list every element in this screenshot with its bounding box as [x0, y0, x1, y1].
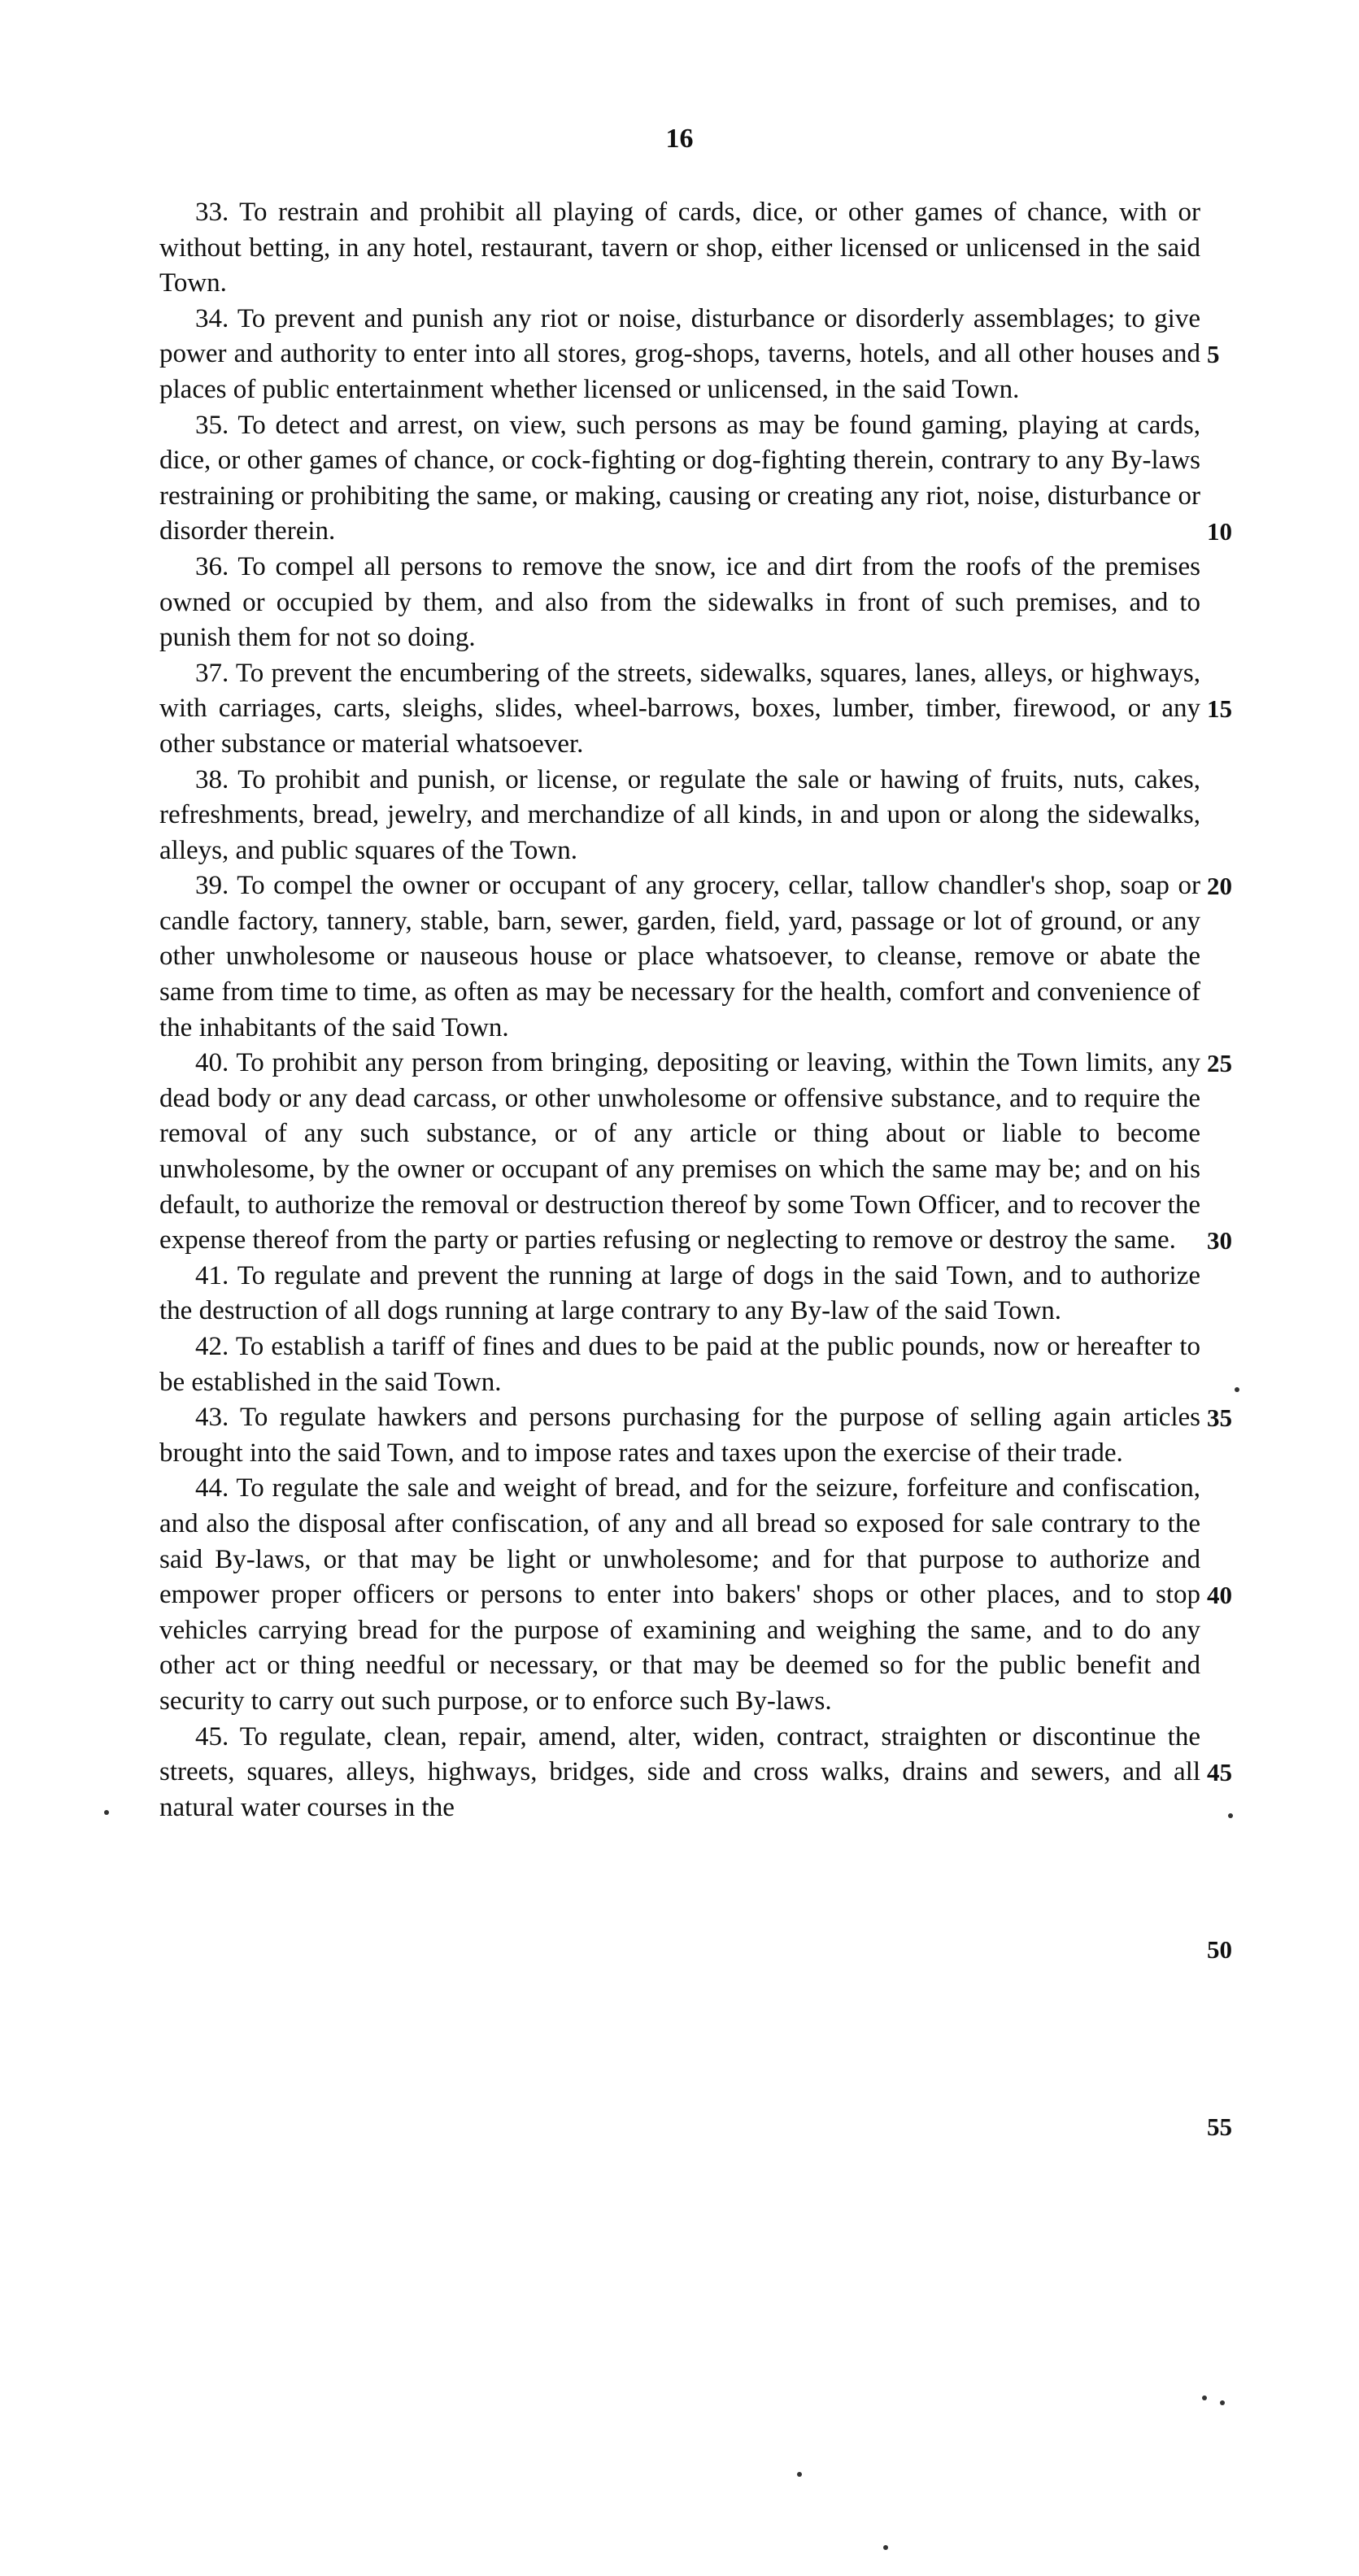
clause-35: 35. To detect and arrest, on view, such persons as may be found gaming, playing at cards, dice, or other games of chance, or cock-fighting or dog-fighting therein, contrary to any By-laws restraining or prohibiting the same, or making, causing or creating any riot, noise, disturbance or disorder therein.	[159, 410, 1200, 546]
scan-speck	[883, 2545, 888, 2550]
clause-38: 38. To prohibit and punish, or license, or regulate the sale or hawing of fruits, nuts, cakes, refreshments, bread, jewelry, and merchandize of all kinds, in and upon or along the sidewalks, alleys, and public squares of the Town.	[159, 764, 1200, 865]
clause-37: 37. To prevent the encumbering of the streets, sidewalks, squares, lanes, alleys, or highways, with carriages, carts, sleighs, slides, wheel-barrows, boxes, lumber, timber, firewood, or any other substance or material whatsoever.	[159, 658, 1200, 759]
clause-43: 43. To regulate hawkers and persons purchasing for the purpose of selling again articles brought into the said Town, and to impose rates and taxes upon the exercise of their trade.	[159, 1403, 1200, 1468]
line-number-25: 25	[1207, 1049, 1232, 1077]
line-number-15: 15	[1207, 694, 1232, 723]
line-number-40: 40	[1207, 1581, 1232, 1609]
scan-speck	[1220, 2400, 1225, 2405]
clause-40: 40. To prohibit any person from bringing, depositing or leaving, within the Town limits, any dead body or any dead carcass, or other unwholesome or offensive substance, and to require the removal of any such substance, or of any article or thing about or liable to become unwholesome, by the owner or occupant of any premises on which the same may be; and on his default, to authorize the removal or destruction thereof by some Town Officer, and to recover the expense thereof from the party or parties refusing or neglecting to remove or destroy the same.	[159, 1048, 1200, 1255]
clause-36: 36. To compel all persons to remove the snow, ice and dirt from the roofs of the premises owned or occupied by them, and also from the sidewalks in front of such premises, and to punish them for not so doing.	[159, 551, 1200, 653]
line-number-5: 5	[1207, 340, 1220, 368]
scan-speck	[797, 2472, 802, 2477]
line-number-10: 10	[1207, 517, 1232, 546]
page-number: 16	[665, 124, 694, 154]
scan-speck	[1235, 1387, 1239, 1392]
line-number-45: 45	[1207, 1758, 1232, 1786]
line-number-55: 55	[1207, 2113, 1232, 2141]
line-number-30: 30	[1207, 1226, 1232, 1255]
body-text	[159, 195, 1200, 1825]
clause-45: 45. To regulate, clean, repair, amend, alter, widen, contract, straighten or discontinue the streets, squares, alleys, highways, bridges, side and cross walks, drains and sewers, and all natural water courses in the	[159, 1721, 1200, 1822]
clause-39: 39. To compel the owner or occupant of any grocery, cellar, tallow chandler's shop, soap or candle factory, tannery, stable, barn, sewer, garden, field, yard, passage or lot of ground, or any other unwholesome or nauseous house or place whatsoever, to cleanse, remove or abate the same from time to time, as often as may be necessary for the health, comfort and convenience of the inhabitants of the said Town.	[159, 871, 1200, 1042]
line-number-20: 20	[1207, 872, 1232, 900]
clause-33: 33. To restrain and prohibit all playing of cards, dice, or other games of chance, with or without betting, in any hotel, restaurant, tavern or shop, either licensed or unlicensed in the said Town.	[159, 198, 1200, 298]
clause-41: 41. To regulate and prevent the running at large of dogs in the said Town, and to authorize the destruction of all dogs running at large contrary to any By-law of the said Town.	[159, 1260, 1200, 1326]
line-number-35: 35	[1207, 1403, 1232, 1432]
scan-speck	[104, 1810, 109, 1815]
clause-44: 44. To regulate the sale and weight of bread, and for the seizure, forfeiture and confiscation, and also the disposal after confiscation, of any and all bread so exposed for sale contrary to the said By-laws, or that may be light or unwholesome; and for that purpose to authorize and empower proper officers or persons to enter into bakers' shops or other places, and to stop vehicles carrying bread for the purpose of examining and weighing the same, and to do any other act or thing needful or necessary, or that may be deemed so for the public benefit and security to carry out such purpose, or to enforce such By-laws.	[159, 1473, 1200, 1716]
clause-34: 34. To prevent and punish any riot or noise, disturbance or disorderly assemblages; to give power and authority to enter into all stores, grog-shops, taverns, hotels, and all other houses and places of public entertainment whether licensed or unlicensed, in the said Town.	[159, 303, 1200, 404]
line-number-50: 50	[1207, 1935, 1232, 1964]
scan-speck	[1202, 2395, 1207, 2400]
scan-speck	[1228, 1813, 1233, 1818]
clause-42: 42. To establish a tariff of fines and dues to be paid at the public pounds, now or hereafter to be established in the said Town.	[159, 1332, 1200, 1397]
